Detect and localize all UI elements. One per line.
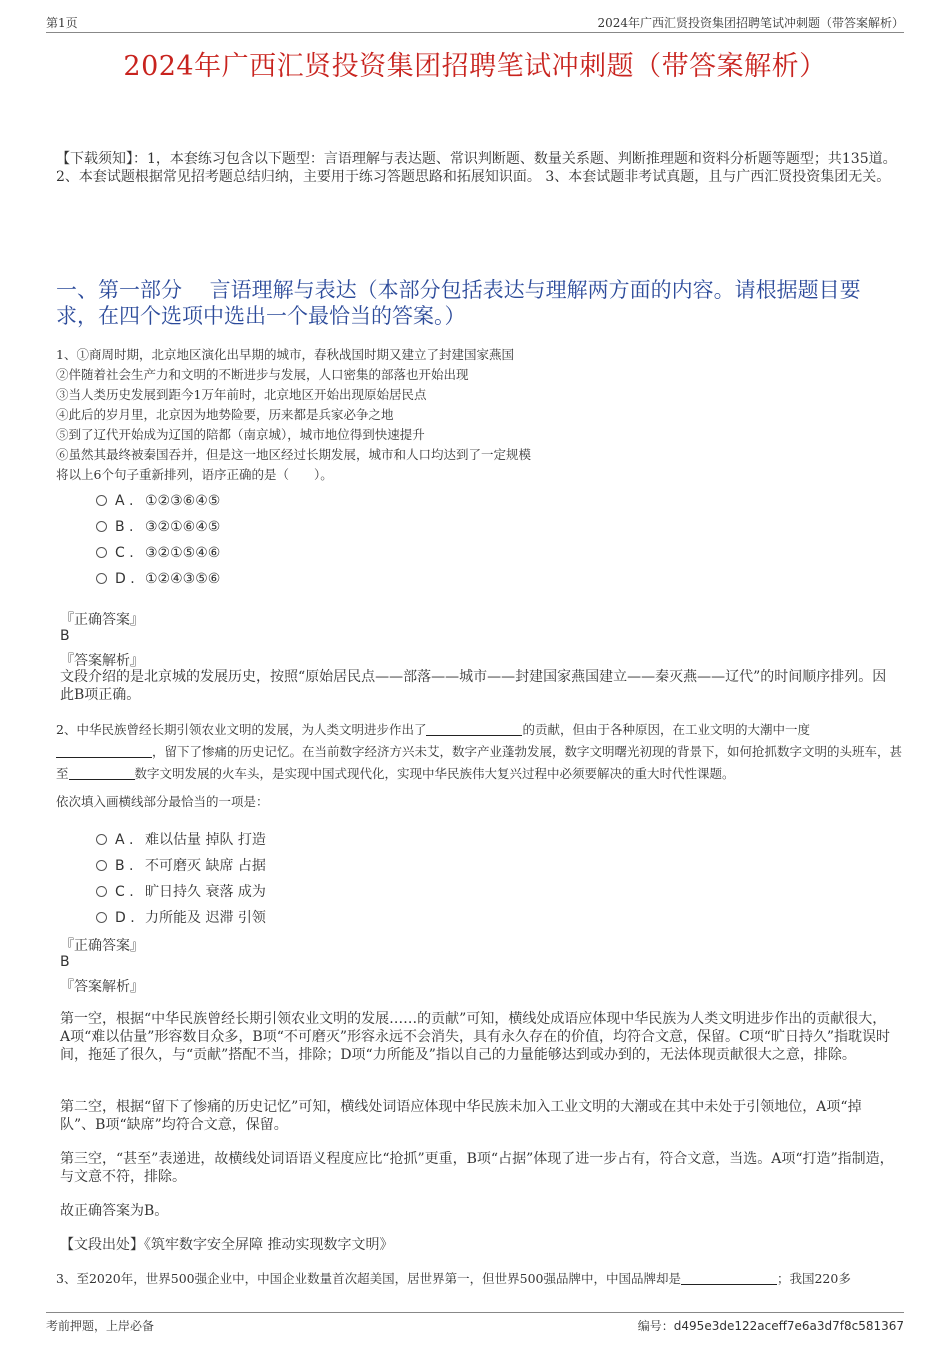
q1-line: ④此后的岁月里，北京因为地势险要，历来都是兵家必争之地 bbox=[56, 407, 394, 422]
answer-label: 『正确答案』 bbox=[60, 938, 144, 954]
option-b[interactable]: B . 不可磨灭 缺席 占据 bbox=[96, 853, 266, 879]
radio-icon[interactable] bbox=[96, 912, 107, 923]
radio-icon[interactable] bbox=[96, 547, 107, 558]
header-doc-title: 2024年广西汇贤投资集团招聘笔试冲刺题（带答案解析） bbox=[597, 16, 904, 30]
fill-blank bbox=[426, 721, 522, 736]
radio-icon[interactable] bbox=[96, 573, 107, 584]
page-footer bbox=[46, 1312, 904, 1333]
question-2-options bbox=[96, 827, 266, 931]
analysis-paragraph: 第二空，根据“留下了惨痛的历史记忆”可知，横线处词语应体现中华民族未加入工业文明的大潮或在其中未处于引领地位，A项“掉队”、B项“缺席”均符合文意，保留。 bbox=[60, 1099, 862, 1133]
analysis-label: 『答案解析』 bbox=[60, 653, 144, 669]
section-heading: 一、第一部分 言语理解与表达（本部分包括表达与理解两方面的内容。请根据题目要求，在四个选项中选出一个最恰当的答案。） bbox=[56, 278, 861, 328]
question-2-prompt: 依次填入画横线部分最恰当的一项是： bbox=[56, 794, 269, 809]
radio-icon[interactable] bbox=[96, 495, 107, 506]
radio-icon[interactable] bbox=[96, 834, 107, 845]
question-3-stem: 3、至2020年，世界500强企业中，中国企业数量首次超美国，居世界第一，但世界500强品牌中，中国品牌却是 ；我国220多 bbox=[56, 1271, 851, 1286]
q1-line: ③当人类历史发展到距今1万年前时，北京地区开始出现原始居民点 bbox=[56, 387, 427, 402]
question-2-stem: 2、中华民族曾经长期引领农业文明的发展，为人类文明进步作出了 的贡献，但由于各种原因，在工业文明的大潮中一度，留下了惨痛的历史记忆。在当前数字经济方兴未艾，数字产业蓬勃发展，数字文明曙光初现的背景下，如何抢抓数字文明的头班车，甚至 数字文明发展的火车头，是实现中国式现代化，实现中华民族伟大复兴过程中必须要解决的重大时代性课题。 bbox=[56, 722, 903, 781]
option-c[interactable]: C . 旷日持久 衰落 成为 bbox=[96, 879, 266, 905]
option-b[interactable]: B . ③②①⑥④⑤ bbox=[96, 514, 220, 540]
fill-blank bbox=[56, 743, 152, 758]
option-d[interactable]: D . ①②④③⑤⑥ bbox=[96, 566, 220, 592]
page-number: 第1页 bbox=[46, 16, 78, 30]
analysis-paragraph: 故正确答案为B。 bbox=[60, 1203, 169, 1219]
download-notice: 【下载须知】：1，本套练习包含以下题型：言语理解与表达题、常识判断题、数量关系题、判断推理题和资料分析题等题型；共135道。 2、本套试题根据常见招考题总结归纳，主要用于练习答题思路和拓展知识面。 3、本套试题非考试真题，且与广西汇贤投资集团无关。 bbox=[56, 151, 897, 185]
radio-icon[interactable] bbox=[96, 886, 107, 897]
page-header bbox=[46, 14, 904, 33]
answer-label: 『正确答案』 bbox=[60, 612, 144, 628]
analysis-text: 文段介绍的是北京城的发展历史，按照“原始居民点——部落——城市——封建国家燕国建立——秦灭燕——辽代”的时间顺序排列。因此B项正确。 bbox=[60, 669, 887, 703]
footer-slogan: 考前押题，上岸必备 bbox=[46, 1319, 155, 1333]
question-1-options bbox=[96, 488, 220, 592]
analysis-label: 『答案解析』 bbox=[60, 979, 144, 995]
q1-line: ②伴随着社会生产力和文明的不断进步与发展，人口密集的部落也开始出现 bbox=[56, 367, 469, 382]
answer-value: B bbox=[60, 628, 70, 644]
analysis-paragraph: 第一空，根据“中华民族曾经长期引领农业文明的发展……的贡献”可知，横线处成语应体现中华民族为人类文明进步作出的贡献很大，A项“难以估量”形容数目众多，B项“不可磨灭”形容永远不会消失，具有永久存在的价值，均符合文意，保留。C项“旷日持久”指耽误时间，拖延了很久，与“贡献”搭配不当，排除；D项“力所能及”指以自己的力量能够达到或办到的，无法体现贡献很大之意，排除。 bbox=[60, 1011, 891, 1063]
option-c[interactable]: C . ③②①⑤④⑥ bbox=[96, 540, 220, 566]
option-a[interactable]: A . ①②③⑥④⑤ bbox=[96, 488, 220, 514]
document-title: 2024年广西汇贤投资集团招聘笔试冲刺题（带答案解析） bbox=[123, 51, 827, 82]
radio-icon[interactable] bbox=[96, 521, 107, 532]
fill-blank bbox=[69, 765, 135, 780]
q1-line: 将以上6个句子重新排列，语序正确的是（ ）。 bbox=[56, 467, 333, 482]
option-a[interactable]: A . 难以估量 掉队 打造 bbox=[96, 827, 266, 853]
answer-value: B bbox=[60, 954, 70, 970]
option-d[interactable]: D . 力所能及 迟滞 引领 bbox=[96, 905, 266, 931]
q1-line: ⑥虽然其最终被秦国吞并，但是这一地区经过长期发展，城市和人口均达到了一定规模 bbox=[56, 447, 532, 462]
q1-line: ⑤到了辽代开始成为辽国的陪都（南京城），城市地位得到快速提升 bbox=[56, 427, 425, 442]
footer-code: 编号：d495e3de122aceff7e6a3d7f8c581367 bbox=[637, 1319, 904, 1333]
q1-line: 1、①商周时期，北京地区演化出早期的城市，春秋战国时期又建立了封建国家燕国 bbox=[56, 347, 514, 362]
question-1-stem bbox=[56, 345, 902, 485]
source-citation: 【文段出处】《筑牢数字安全屏障 推动实现数字文明》 bbox=[60, 1237, 394, 1253]
fill-blank bbox=[681, 1270, 777, 1285]
analysis-paragraph: 第三空，“甚至”表递进，故横线处词语语义程度应比“抢抓”更重，B项“占据”体现了进一步占有，符合文意，当选。A项“打造”指制造，与文意不符，排除。 bbox=[60, 1151, 894, 1185]
radio-icon[interactable] bbox=[96, 860, 107, 871]
